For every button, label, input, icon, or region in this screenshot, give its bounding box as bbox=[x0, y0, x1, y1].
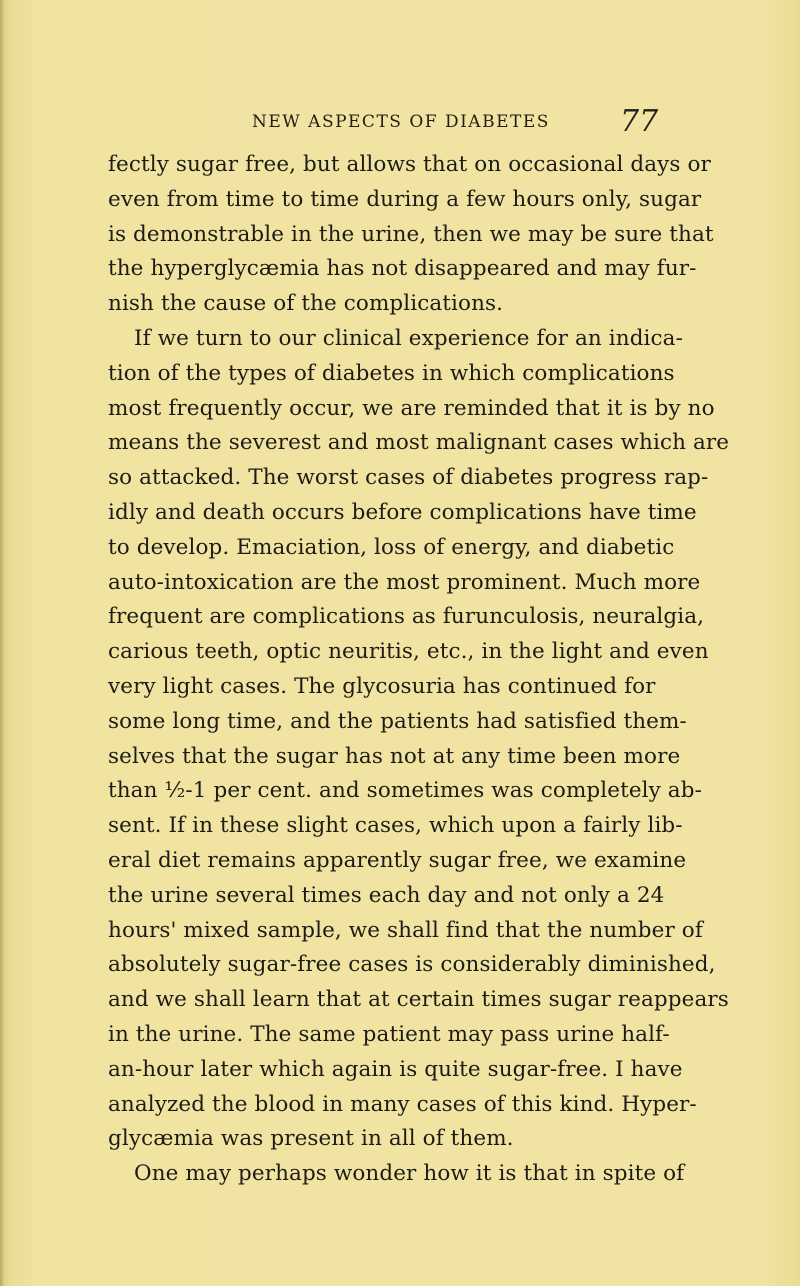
text-line: is demonstrable in the urine, then we may be sure that bbox=[108, 221, 714, 247]
text-line: the hyperglycæmia has not disappeared and may fur- bbox=[108, 256, 697, 282]
text-line: analyzed the blood in many cases of this kind. Hyper- bbox=[108, 1091, 697, 1117]
text-line: auto-intoxication are the most prominent. Much more bbox=[108, 569, 701, 595]
text-line: an-hour later which again is quite sugar-free. I have bbox=[108, 1056, 683, 1082]
text-line: frequent are complications as furunculosis, neuralgia, bbox=[108, 604, 705, 630]
text-line: so attacked. The worst cases of diabetes progress rap- bbox=[108, 465, 709, 491]
text-line: the urine several times each day and not only a 24 bbox=[108, 882, 665, 908]
text-line: hours' mixed sample, we shall find that the number of bbox=[108, 917, 703, 943]
paragraph-start-line: If we turn to our clinical experience for an indica- bbox=[134, 325, 683, 351]
text-line: even from time to time during a few hours only, sugar bbox=[108, 186, 702, 212]
text-line: some long time, and the patients had satisfied them- bbox=[108, 708, 687, 734]
paragraph-start-line: One may perhaps wonder how it is that in spite of bbox=[134, 1161, 685, 1187]
text-line: than ½-1 per cent. and sometimes was completely ab- bbox=[108, 778, 702, 804]
text-line: absolutely sugar-free cases is considerably diminished, bbox=[108, 952, 716, 978]
text-line: means the severest and most malignant cases which are bbox=[108, 430, 730, 456]
text-line: nish the cause of the complications. bbox=[108, 291, 504, 317]
body-text bbox=[108, 148, 730, 1192]
text-line: sent. If in these slight cases, which upon a fairly lib- bbox=[108, 813, 683, 839]
text-line: eral diet remains apparently sugar free, we examine bbox=[108, 847, 687, 873]
running-head: NEW ASPECTS OF DIABETES bbox=[252, 112, 550, 132]
text-line: selves that the sugar has not at any time been more bbox=[108, 743, 681, 769]
text-line: very light cases. The glycosuria has continued for bbox=[108, 673, 656, 699]
page-number: 77 bbox=[620, 104, 659, 139]
text-line: in the urine. The same patient may pass urine half- bbox=[108, 1021, 670, 1047]
page-spine-edge bbox=[0, 0, 4, 1286]
text-line: fectly sugar free, but allows that on occasional days or bbox=[108, 152, 711, 177]
text-line: tion of the types of diabetes in which complications bbox=[108, 360, 675, 386]
text-line: idly and death occurs before complications have time bbox=[108, 499, 697, 525]
text-line: to develop. Emaciation, loss of energy, and diabetic bbox=[108, 534, 675, 560]
text-line: most frequently occur, we are reminded that it is by no bbox=[108, 395, 715, 421]
text-line: and we shall learn that at certain times sugar reappears bbox=[108, 987, 729, 1013]
text-line: carious teeth, optic neuritis, etc., in the light and even bbox=[108, 639, 709, 665]
text-line: glycæmia was present in all of them. bbox=[108, 1126, 514, 1152]
